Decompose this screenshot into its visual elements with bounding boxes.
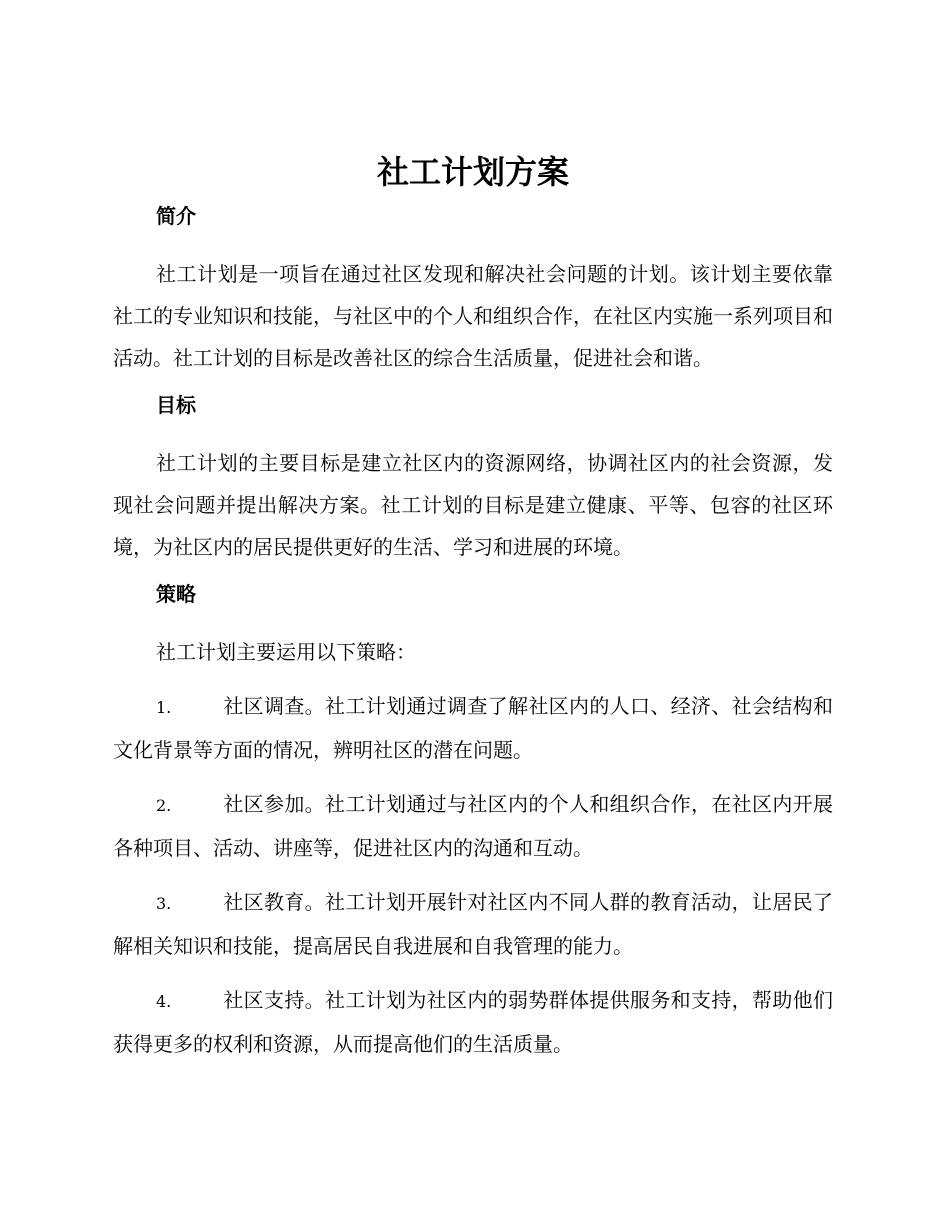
list-item	[113, 783, 833, 869]
list-item-text: 社区支持。社工计划为社区内的弱势群体提供服务和支持，帮助他们获得更多的权利和资源，从而提高他们的生活质量。	[113, 988, 833, 1056]
list-item-text: 社区教育。社工计划开展针对社区内不同人群的教育活动，让居民了解相关知识和技能，提高居民自我进展和自我管理的能力。	[113, 890, 833, 958]
list-item-number: 3.	[156, 894, 172, 913]
section-intro	[113, 202, 833, 379]
paragraph-goals: 社工计划的主要目标是建立社区内的资源网络，协调社区内的社会资源，发现社会问题并提出解决方案。社工计划的目标是建立健康、平等、包容的社区环境，为社区内的居民提供更好的生活、学习和进展的环境。	[113, 451, 833, 559]
document-page	[113, 150, 833, 1077]
section-heading-goals: 目标	[156, 393, 196, 417]
list-item-text: 社区调查。社工计划通过调查了解社区内的人口、经济、社会结构和文化背景等方面的情况，辨明社区的潜在问题。	[113, 694, 833, 762]
list-item	[113, 881, 833, 967]
paragraph-strategy-intro: 社工计划主要运用以下策略：	[156, 640, 416, 664]
section-strategy	[113, 580, 833, 1065]
list-item-number: 2.	[156, 796, 172, 815]
section-heading-intro: 简介	[156, 204, 196, 228]
section-heading-strategy: 策略	[156, 582, 196, 606]
list-item	[113, 979, 833, 1065]
paragraph-intro: 社工计划是一项旨在通过社区发现和解决社会问题的计划。该计划主要依靠社工的专业知识和技能，与社区中的个人和组织合作，在社区内实施一系列项目和活动。社工计划的目标是改善社区的综合生活质量，促进社会和谐。	[113, 262, 833, 370]
list-item-number: 4.	[156, 992, 172, 1011]
list-item-number: 1.	[156, 698, 172, 717]
list-item	[113, 685, 833, 771]
section-goals	[113, 391, 833, 568]
list-item-text: 社区参加。社工计划通过与社区内的个人和组织合作，在社区内开展各种项目、活动、讲座等，促进社区内的沟通和互动。	[113, 792, 833, 860]
document-title: 社工计划方案	[376, 153, 569, 191]
